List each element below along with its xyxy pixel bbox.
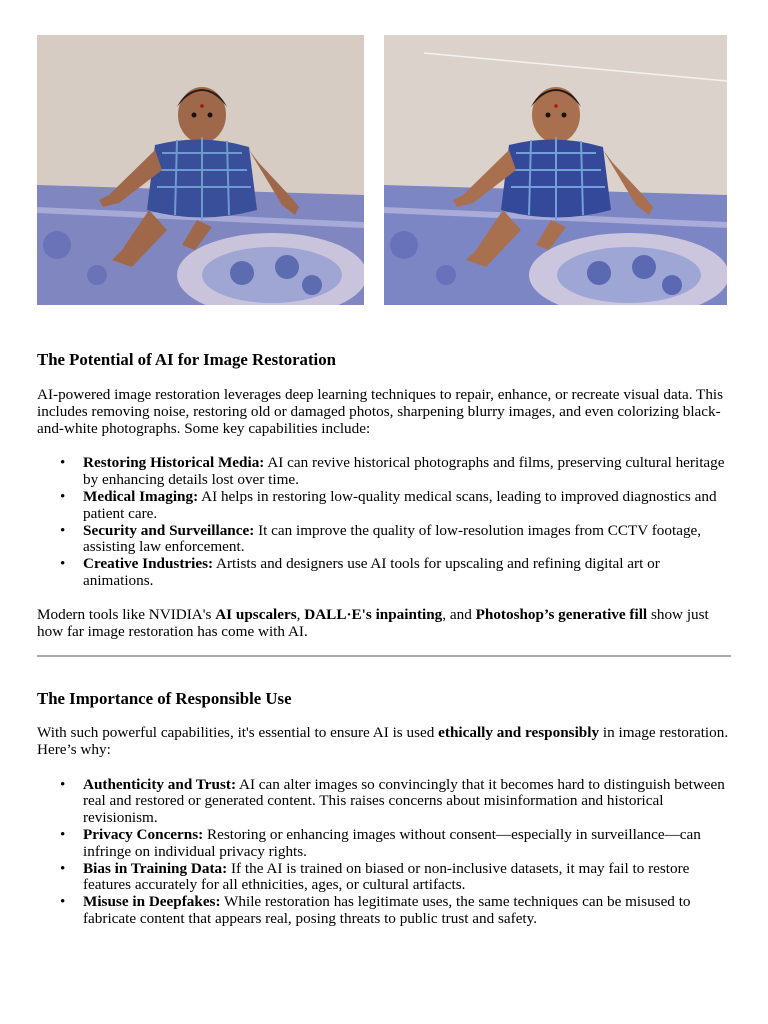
list-item-text: Artists and designers use AI tools for upscaling and refining digital art or animations. xyxy=(83,555,660,589)
generative-fill-text: Photoshop’s generative fill xyxy=(475,605,648,623)
list-item-term: Medical Imaging: xyxy=(83,487,199,505)
list-item xyxy=(83,523,731,557)
section-potential-body xyxy=(37,387,731,640)
list-item xyxy=(83,777,731,827)
list-item-term: Authenticity and Trust: xyxy=(83,775,237,793)
section-heading-responsible-use: The Importance of Responsible Use xyxy=(37,689,292,708)
list-item-term: Privacy Concerns: xyxy=(83,825,204,843)
list-item xyxy=(83,894,731,928)
original-photo xyxy=(37,35,364,305)
list-item xyxy=(83,861,731,895)
ai-upscalers-text: AI upscalers xyxy=(215,605,297,623)
toddler-photo-illustration xyxy=(384,35,727,305)
intro-paragraph: With such powerful capabilities, it's essential to ensure AI is used ethically and responsibly in image restoration. Here’s why: xyxy=(37,724,729,758)
list-item-text: It can improve the quality of low-resolution images from CCTV footage, assisting law enforcement. xyxy=(83,521,702,556)
list-item-term: Misuse in Deepfakes: xyxy=(83,893,221,911)
list-item xyxy=(83,827,731,861)
list-item-term: Bias in Training Data: xyxy=(83,859,228,877)
list-item-term: Security and Surveillance: xyxy=(83,521,255,539)
toddler-photo-illustration xyxy=(37,35,364,305)
concerns-list xyxy=(37,777,731,928)
ethically-responsibly-text: ethically and responsibly xyxy=(438,724,600,741)
list-item xyxy=(83,556,731,590)
list-item-text: AI can alter images so convincingly that it becomes hard to distinguish between real and restored or generated content. This raises concerns about misinformation and historical revisionism. xyxy=(83,775,725,827)
section-heading-potential: The Potential of AI for Image Restoration xyxy=(37,350,336,369)
closing-paragraph: Modern tools like NVIDIA's AI upscalers, DALL·E's inpainting, and Photoshop’s generative fill show just how far image restoration has come with AI. xyxy=(37,605,709,640)
list-item xyxy=(83,489,731,523)
list-item-text: Restoring or enhancing images without consent—especially in surveillance—can infringe on individual privacy rights. xyxy=(83,825,701,860)
intro-paragraph: AI-powered image restoration leverages deep learning techniques to repair, enhance, or recreate visual data. This includes removing noise, restoring old or damaged photos, sharpening blurry images, and even colorizing black-and-white photographs. Some key capabilities include: xyxy=(37,386,724,437)
section-divider xyxy=(37,655,731,657)
list-item-term: Restoring Historical Media: xyxy=(83,454,265,472)
list-item-text: AI can revive historical photographs and films, preserving cultural heritage by enhancing details lost over time. xyxy=(83,454,725,489)
list-item-text: If the AI is trained on biased or non-inclusive datasets, it may fail to restore features accurately for all ethnicities, ages, or cultural artifacts. xyxy=(83,859,690,894)
restored-photo xyxy=(384,35,727,305)
list-item xyxy=(83,455,731,489)
capabilities-list xyxy=(37,455,731,589)
list-item-text: AI helps in restoring low-quality medical scans, leading to improved diagnostics and patient care. xyxy=(83,487,717,522)
dalle-inpainting-text: DALL·E's inpainting xyxy=(304,605,443,623)
list-item-text: While restoration has legitimate uses, the same techniques can be misused to fabricate content that appears real, posing threats to public trust and safety. xyxy=(83,893,691,927)
section-responsible-body xyxy=(37,725,731,928)
list-item-term: Creative Industries: xyxy=(83,555,214,573)
